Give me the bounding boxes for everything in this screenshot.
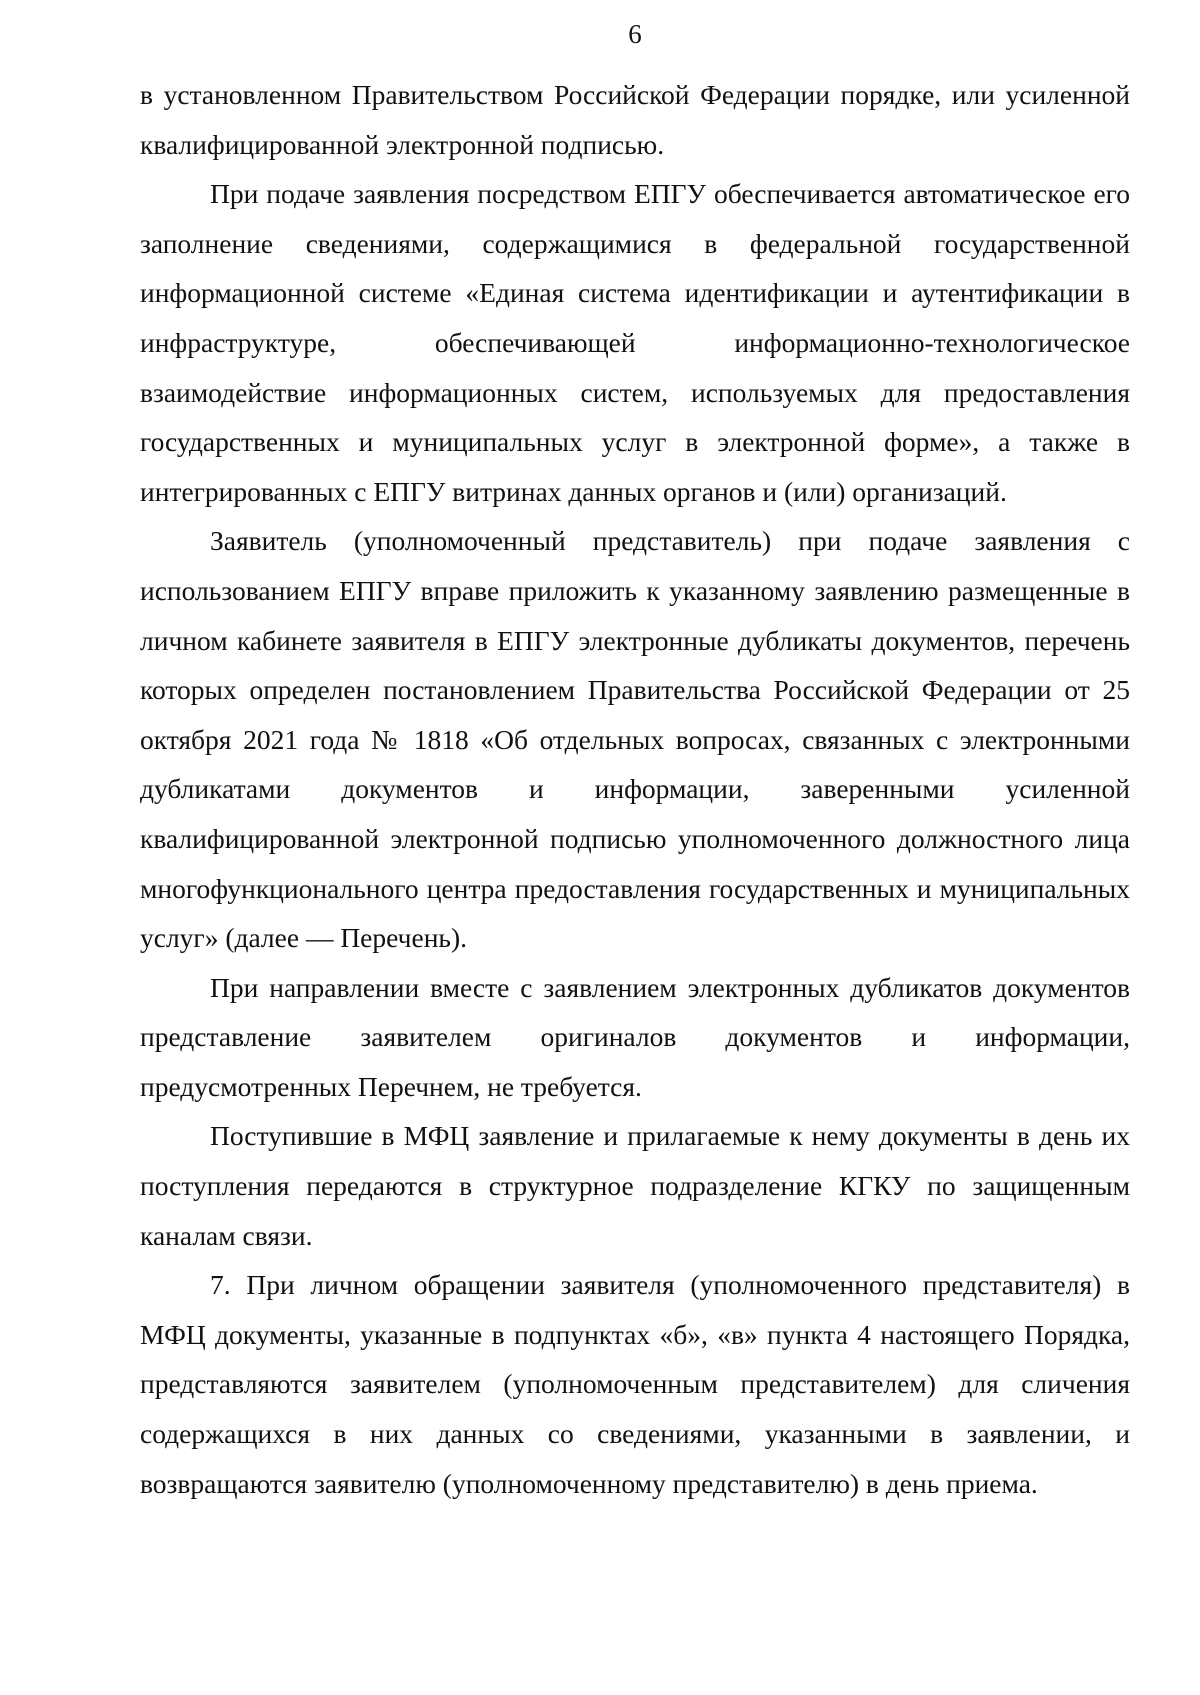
paragraph-2: При подаче заявления посредством ЕПГУ обеспечивается автоматическое его заполнение сведениями, содержащимися в федеральной государственной информационной системе «Единая система идентификации и аутентификации в инфраструктуре, обеспечивающей информационно-технологическое взаимодействие информационных систем, используемых для предоставления государственных и муниципальных услуг в электронной форме», а также в интегрированных с ЕПГУ витринах данных органов и (или) организаций. <box>140 178 1130 507</box>
paragraph-6: 7. При личном обращении заявителя (уполномоченного представителя) в МФЦ документы, указанные в подпунктах «б», «в» пункта 4 настоящего Порядка, представляются заявителем (уполномоченным представителем) для сличения содержащихся в них данных со сведениями, указанными в заявлении, и возвращаются заявителю (уполномоченному представителю) в день приема. <box>140 1269 1130 1499</box>
document-body <box>140 70 1130 1508</box>
paragraph-4: При направлении вместе с заявлением электронных дубликатов документов представление заявителем оригиналов документов и информации, предусмотренных Перечнем, не требуется. <box>140 971 1130 1102</box>
paragraph-3: Заявитель (уполномоченный представитель) при подаче заявления с использованием ЕПГУ вправе приложить к указанному заявлению размещенные в личном кабинете заявителя в ЕПГУ электронные дубликаты документов, перечень которых определен постановлением Правительства Российской Федерации от 25 октября 2021 года № 1818 «Об отдельных вопросах, связанных с электронными дубликатами документов и информации, заверенными усиленной квалифицированной электронной подписью уполномоченного должностного лица многофункционального центра предоставления государственных и муниципальных услуг» (далее — Перечень). <box>140 525 1130 954</box>
page-number: 6 <box>628 19 642 49</box>
paragraph-1: в установленном Правительством Российской Федерации порядке, или усиленной квалифицированной электронной подписью. <box>140 79 1130 160</box>
paragraph-5: Поступившие в МФЦ заявление и прилагаемые к нему документы в день их поступления передаются в структурное подразделение КГКУ по защищенным каналам связи. <box>140 1120 1130 1251</box>
